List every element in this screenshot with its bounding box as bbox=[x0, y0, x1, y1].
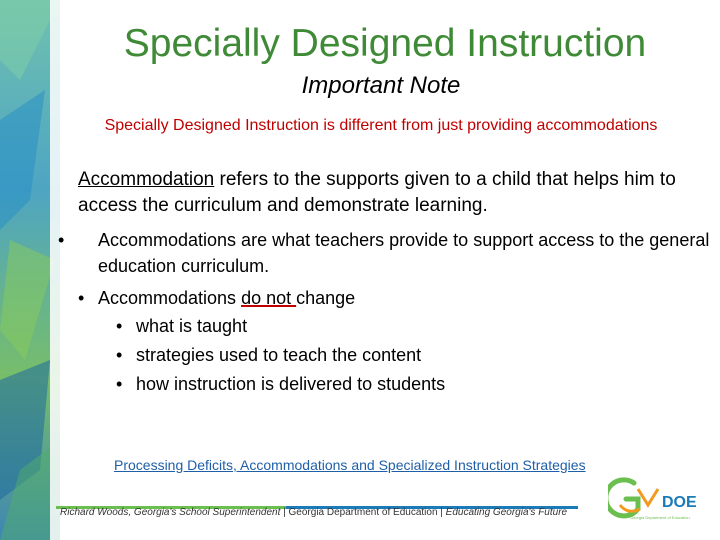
bullet-dot: • bbox=[116, 316, 123, 336]
bullet-dot: • bbox=[116, 345, 123, 365]
bullet-dot: • bbox=[116, 374, 123, 394]
sub-bullet-text: strategies used to teach the content bbox=[136, 345, 422, 365]
sub-bullet-text: how instruction is delivered to students bbox=[136, 374, 446, 394]
term-accommodation: Accommodation bbox=[78, 169, 215, 190]
slide-title: Specially Designed Instruction bbox=[123, 22, 647, 65]
bullet-item bbox=[78, 285, 708, 311]
bullet-dot: • bbox=[78, 288, 85, 308]
footer-person: Richard Woods, Georgia's School Superintendent bbox=[60, 507, 281, 518]
bullet-suffix: change bbox=[296, 288, 356, 308]
sub-bullet-text: what is taught bbox=[136, 316, 248, 336]
footer-department: Georgia Department of Education bbox=[288, 507, 438, 518]
definition-paragraph bbox=[78, 167, 708, 219]
sub-bullet-item bbox=[116, 342, 421, 368]
footer-tagline: Educating Georgia's Future bbox=[445, 507, 568, 518]
footer-separator: | bbox=[437, 507, 446, 518]
svg-text:Georgia Department of Educatio: Georgia Department of Education bbox=[630, 515, 690, 520]
important-note: Specially Designed Instruction is different from just providing accommodations bbox=[104, 117, 658, 134]
sub-bullet-item bbox=[116, 313, 247, 339]
bullet-dot: • bbox=[58, 230, 65, 250]
processing-deficits-link[interactable]: Processing Deficits, Accommodations and Specialized Instruction Strategies bbox=[114, 457, 586, 473]
bullet-prefix: Accommodations bbox=[98, 288, 242, 308]
svg-text:DOE: DOE bbox=[662, 494, 697, 511]
slide-subtitle: Important Note bbox=[301, 72, 461, 99]
definition-text: refers to the supports given to a child that helps him to access the curriculum and demonstrate learning. bbox=[78, 169, 676, 216]
gadoe-logo bbox=[608, 475, 704, 523]
footer-text bbox=[60, 507, 567, 518]
bullet-item bbox=[58, 227, 720, 279]
bullet-text: Accommodations are what teachers provide to support access to the general education curriculum. bbox=[98, 230, 710, 276]
bullet-emphasis: do not bbox=[241, 288, 297, 308]
footer-separator: | bbox=[280, 507, 289, 518]
sub-bullet-item bbox=[116, 371, 445, 397]
footer-divider bbox=[56, 496, 578, 499]
